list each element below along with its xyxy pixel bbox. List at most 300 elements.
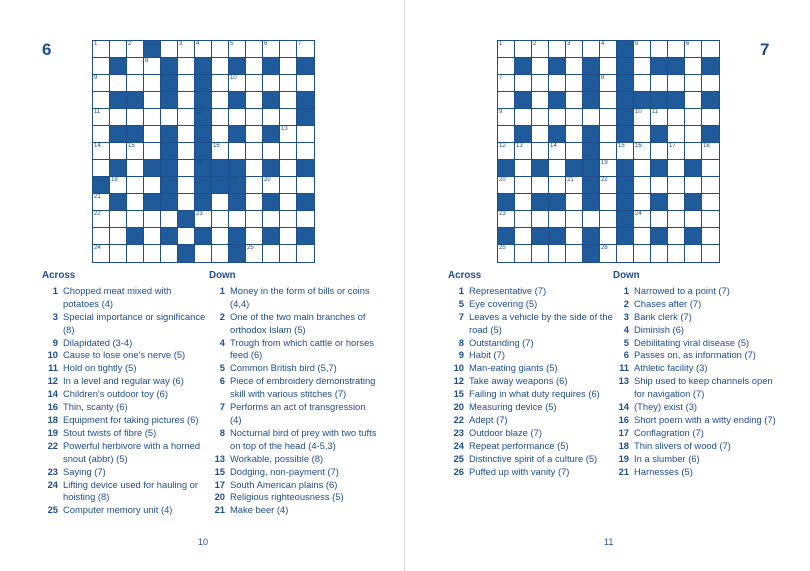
grid-cell[interactable] <box>515 211 532 228</box>
grid-cell[interactable] <box>280 194 297 211</box>
grid-cell[interactable] <box>634 143 651 160</box>
grid-cell[interactable] <box>280 177 297 194</box>
grid-cell[interactable] <box>600 126 617 143</box>
grid-cell[interactable] <box>195 211 212 228</box>
grid-cell[interactable] <box>161 41 178 58</box>
grid-cell[interactable] <box>110 228 127 245</box>
grid-cell[interactable] <box>515 41 532 58</box>
grid-cell[interactable] <box>566 75 583 92</box>
grid-cell[interactable] <box>127 75 144 92</box>
grid-cell[interactable] <box>634 58 651 75</box>
grid-cell[interactable] <box>212 143 229 160</box>
grid-cell[interactable] <box>634 126 651 143</box>
grid-cell[interactable] <box>498 41 515 58</box>
clue-number: 14 <box>550 143 557 149</box>
grid-cell[interactable] <box>685 58 702 75</box>
grid-cell[interactable] <box>532 245 549 262</box>
grid-cell[interactable] <box>280 160 297 177</box>
clue-item-text: Dilapidated (3-4) <box>63 336 133 348</box>
grid-cell[interactable] <box>600 228 617 245</box>
grid-cell[interactable] <box>93 126 110 143</box>
clue-number: 20 <box>264 177 271 183</box>
clue-number: 15 <box>618 143 625 149</box>
grid-cell[interactable] <box>668 211 685 228</box>
grid-cell[interactable] <box>212 194 229 211</box>
down-clues <box>209 270 377 517</box>
grid-cell[interactable] <box>127 245 144 262</box>
grid-cell[interactable] <box>702 245 719 262</box>
grid-cell[interactable] <box>212 228 229 245</box>
grid-cell[interactable] <box>668 160 685 177</box>
grid-cell[interactable] <box>651 211 668 228</box>
black-square <box>532 194 549 211</box>
grid-cell[interactable] <box>685 177 702 194</box>
grid-cell[interactable] <box>566 194 583 211</box>
black-square <box>297 109 314 126</box>
black-square <box>617 160 634 177</box>
grid-cell[interactable] <box>532 92 549 109</box>
clue-item-text: Habit (7) <box>469 349 505 361</box>
grid-cell[interactable] <box>93 160 110 177</box>
grid-cell[interactable] <box>600 92 617 109</box>
grid-cell[interactable] <box>229 109 246 126</box>
grid-cell[interactable] <box>668 126 685 143</box>
clue-number: 11 <box>94 109 101 115</box>
grid-cell[interactable] <box>685 75 702 92</box>
grid-cell[interactable] <box>263 245 280 262</box>
grid-cell[interactable] <box>702 194 719 211</box>
grid-cell[interactable] <box>566 92 583 109</box>
grid-cell[interactable] <box>178 109 195 126</box>
grid-cell[interactable] <box>566 58 583 75</box>
grid-cell[interactable] <box>634 109 651 126</box>
grid-cell[interactable] <box>246 58 263 75</box>
grid-cell[interactable] <box>280 126 297 143</box>
grid-cell[interactable] <box>498 245 515 262</box>
grid-cell[interactable] <box>229 41 246 58</box>
grid-cell[interactable] <box>280 143 297 160</box>
grid-cell[interactable] <box>702 75 719 92</box>
grid-cell[interactable] <box>280 41 297 58</box>
grid-cell[interactable] <box>93 211 110 228</box>
grid-cell[interactable] <box>651 41 668 58</box>
grid-cell[interactable] <box>246 126 263 143</box>
grid-cell[interactable] <box>144 109 161 126</box>
grid-cell[interactable] <box>651 177 668 194</box>
grid-cell[interactable] <box>634 194 651 211</box>
grid-cell[interactable] <box>144 75 161 92</box>
grid-cell[interactable] <box>549 160 566 177</box>
grid-cell[interactable] <box>651 109 668 126</box>
clue-number: 22 <box>601 177 608 183</box>
grid-cell[interactable] <box>515 75 532 92</box>
grid-cell[interactable] <box>600 160 617 177</box>
grid-cell[interactable] <box>212 126 229 143</box>
grid-cell[interactable] <box>280 92 297 109</box>
grid-cell[interactable] <box>246 228 263 245</box>
grid-cell[interactable] <box>229 143 246 160</box>
grid-cell[interactable] <box>246 177 263 194</box>
grid-cell[interactable] <box>498 126 515 143</box>
grid-cell[interactable] <box>246 41 263 58</box>
clue-item-number: 12 <box>453 375 464 387</box>
clue-number: 18 <box>703 143 710 149</box>
grid-cell[interactable] <box>651 245 668 262</box>
grid-cell[interactable] <box>280 228 297 245</box>
black-square <box>617 92 634 109</box>
clue-item-number: 25 <box>47 504 58 516</box>
grid-cell[interactable] <box>600 194 617 211</box>
grid-cell[interactable] <box>702 41 719 58</box>
grid-cell[interactable] <box>515 228 532 245</box>
black-square <box>161 160 178 177</box>
grid-cell[interactable] <box>600 245 617 262</box>
grid-cell[interactable] <box>651 143 668 160</box>
grid-cell[interactable] <box>110 41 127 58</box>
grid-cell[interactable] <box>263 109 280 126</box>
grid-cell[interactable] <box>583 109 600 126</box>
grid-cell[interactable] <box>246 211 263 228</box>
grid-cell[interactable] <box>110 245 127 262</box>
clue-number: 25 <box>247 245 254 251</box>
grid-cell[interactable] <box>297 75 314 92</box>
grid-cell[interactable] <box>297 41 314 58</box>
grid-cell[interactable] <box>532 177 549 194</box>
grid-cell[interactable] <box>263 143 280 160</box>
clue-item-number: 10 <box>47 349 58 361</box>
grid-cell[interactable] <box>263 41 280 58</box>
clue-item <box>42 479 207 505</box>
grid-cell[interactable] <box>127 109 144 126</box>
grid-cell[interactable] <box>498 109 515 126</box>
grid-cell[interactable] <box>297 143 314 160</box>
clue-item-number: 1 <box>623 284 629 296</box>
clue-item-text: Children's outdoor toy (6) <box>63 388 168 400</box>
grid-cell[interactable] <box>515 143 532 160</box>
grid-cell[interactable] <box>110 75 127 92</box>
grid-cell[interactable] <box>212 41 229 58</box>
grid-cell[interactable] <box>600 109 617 126</box>
grid-cell[interactable] <box>668 143 685 160</box>
grid-cell[interactable] <box>280 58 297 75</box>
grid-cell[interactable] <box>600 211 617 228</box>
clue-item-text: Bank clerk (7) <box>634 310 692 322</box>
grid-cell[interactable] <box>498 92 515 109</box>
grid-cell[interactable] <box>566 143 583 160</box>
grid-cell[interactable] <box>532 143 549 160</box>
black-square <box>583 177 600 194</box>
grid-cell[interactable] <box>161 109 178 126</box>
grid-cell[interactable] <box>246 143 263 160</box>
grid-cell[interactable] <box>685 245 702 262</box>
grid-cell[interactable] <box>532 211 549 228</box>
grid-cell[interactable] <box>246 75 263 92</box>
black-square <box>127 126 144 143</box>
grid-cell[interactable] <box>212 109 229 126</box>
grid-cell[interactable] <box>634 177 651 194</box>
grid-cell[interactable] <box>498 58 515 75</box>
grid-cell[interactable] <box>515 160 532 177</box>
grid-cell[interactable] <box>144 228 161 245</box>
grid-cell[interactable] <box>515 109 532 126</box>
grid-cell[interactable] <box>297 211 314 228</box>
grid-cell[interactable] <box>280 245 297 262</box>
clue-item-text: Money in the form of bills or coins (4,4) <box>230 284 370 309</box>
grid-cell[interactable] <box>549 245 566 262</box>
grid-cell[interactable] <box>685 143 702 160</box>
grid-cell[interactable] <box>93 228 110 245</box>
grid-cell[interactable] <box>127 58 144 75</box>
black-square <box>144 41 161 58</box>
grid-cell[interactable] <box>515 194 532 211</box>
grid-cell[interactable] <box>263 177 280 194</box>
clue-item-number: 21 <box>214 504 225 516</box>
grid-cell[interactable] <box>634 228 651 245</box>
clue-item-text: Ship used to keep channels open for navigation (7) <box>634 375 773 400</box>
grid-cell[interactable] <box>280 211 297 228</box>
grid-cell[interactable] <box>280 75 297 92</box>
grid-cell[interactable] <box>600 177 617 194</box>
grid-cell[interactable] <box>110 143 127 160</box>
grid-cell[interactable] <box>498 143 515 160</box>
grid-cell[interactable] <box>127 211 144 228</box>
grid-cell[interactable] <box>634 75 651 92</box>
grid-cell[interactable] <box>685 109 702 126</box>
right-page <box>405 0 810 571</box>
grid-cell[interactable] <box>178 160 195 177</box>
grid-cell[interactable] <box>246 109 263 126</box>
grid-cell[interactable] <box>600 41 617 58</box>
grid-cell[interactable] <box>532 126 549 143</box>
grid-cell[interactable] <box>702 143 719 160</box>
grid-cell[interactable] <box>161 211 178 228</box>
grid-cell[interactable] <box>110 177 127 194</box>
black-square <box>178 211 195 228</box>
grid-cell[interactable] <box>549 211 566 228</box>
grid-cell[interactable] <box>161 245 178 262</box>
clue-number: 7 <box>499 75 503 81</box>
grid-cell[interactable] <box>93 75 110 92</box>
clue-item <box>209 375 377 401</box>
grid-cell[interactable] <box>600 58 617 75</box>
grid-cell[interactable] <box>178 126 195 143</box>
grid-cell[interactable] <box>93 245 110 262</box>
grid-cell[interactable] <box>127 177 144 194</box>
grid-cell[interactable] <box>212 92 229 109</box>
grid-cell[interactable] <box>685 211 702 228</box>
clue-item <box>42 349 207 362</box>
grid-cell[interactable] <box>246 160 263 177</box>
grid-cell[interactable] <box>297 245 314 262</box>
grid-cell[interactable] <box>297 126 314 143</box>
clue-item-number: 24 <box>47 478 58 490</box>
grid-cell[interactable] <box>634 160 651 177</box>
grid-cell[interactable] <box>110 211 127 228</box>
grid-cell[interactable] <box>566 109 583 126</box>
grid-cell[interactable] <box>566 245 583 262</box>
grid-cell[interactable] <box>566 41 583 58</box>
clue-item-text: Special importance or significance (8) <box>63 310 206 335</box>
black-square <box>110 160 127 177</box>
black-square <box>617 211 634 228</box>
grid-cell[interactable] <box>93 41 110 58</box>
black-square <box>702 92 719 109</box>
grid-cell[interactable] <box>178 75 195 92</box>
grid-cell[interactable] <box>93 92 110 109</box>
clue-number: 25 <box>499 245 506 251</box>
grid-cell[interactable] <box>566 126 583 143</box>
black-square <box>617 126 634 143</box>
grid-cell[interactable] <box>532 41 549 58</box>
grid-cell[interactable] <box>668 109 685 126</box>
grid-cell[interactable] <box>178 194 195 211</box>
grid-cell[interactable] <box>110 109 127 126</box>
grid-cell[interactable] <box>93 143 110 160</box>
grid-cell[interactable] <box>212 58 229 75</box>
clue-item-text: Hold on tightly (5) <box>63 362 137 374</box>
clue-number: 17 <box>196 160 203 166</box>
grid-cell[interactable] <box>178 228 195 245</box>
clue-item <box>42 466 207 479</box>
grid-cell[interactable] <box>634 41 651 58</box>
clue-item-number: 17 <box>618 426 629 438</box>
black-square <box>127 92 144 109</box>
grid-cell[interactable] <box>178 143 195 160</box>
grid-cell[interactable] <box>127 41 144 58</box>
grid-cell[interactable] <box>195 245 212 262</box>
grid-cell[interactable] <box>246 92 263 109</box>
black-square <box>498 228 515 245</box>
grid-cell[interactable] <box>93 109 110 126</box>
grid-cell[interactable] <box>498 211 515 228</box>
grid-cell[interactable] <box>93 194 110 211</box>
clue-number: 26 <box>601 245 608 251</box>
grid-cell[interactable] <box>566 211 583 228</box>
grid-cell[interactable] <box>144 177 161 194</box>
grid-cell[interactable] <box>195 41 212 58</box>
grid-cell[interactable] <box>685 41 702 58</box>
black-square <box>110 126 127 143</box>
grid-cell[interactable] <box>229 211 246 228</box>
grid-cell[interactable] <box>498 75 515 92</box>
grid-cell[interactable] <box>532 109 549 126</box>
grid-cell[interactable] <box>702 211 719 228</box>
grid-cell[interactable] <box>178 41 195 58</box>
grid-cell[interactable] <box>685 92 702 109</box>
clue-number: 20 <box>499 177 506 183</box>
grid-cell[interactable] <box>212 75 229 92</box>
black-square <box>549 126 566 143</box>
grid-cell[interactable] <box>144 126 161 143</box>
grid-cell[interactable] <box>212 245 229 262</box>
grid-cell[interactable] <box>549 177 566 194</box>
grid-cell[interactable] <box>702 177 719 194</box>
grid-cell[interactable] <box>144 211 161 228</box>
down-heading: Down <box>613 270 640 281</box>
grid-cell[interactable] <box>583 211 600 228</box>
black-square <box>229 92 246 109</box>
grid-cell[interactable] <box>144 143 161 160</box>
grid-cell[interactable] <box>668 245 685 262</box>
clue-item <box>613 311 785 324</box>
grid-cell[interactable] <box>178 58 195 75</box>
grid-cell[interactable] <box>702 160 719 177</box>
black-square <box>195 228 212 245</box>
grid-cell[interactable] <box>617 245 634 262</box>
grid-cell[interactable] <box>549 143 566 160</box>
grid-cell[interactable] <box>668 75 685 92</box>
clue-item-text: Short poem with a witty ending (7) <box>634 413 776 425</box>
grid-cell[interactable] <box>263 211 280 228</box>
grid-cell[interactable] <box>532 58 549 75</box>
grid-cell[interactable] <box>532 75 549 92</box>
grid-cell[interactable] <box>702 228 719 245</box>
grid-cell[interactable] <box>668 194 685 211</box>
grid-cell[interactable] <box>144 245 161 262</box>
grid-cell[interactable] <box>702 109 719 126</box>
grid-cell[interactable] <box>246 194 263 211</box>
black-square <box>651 126 668 143</box>
grid-cell[interactable] <box>127 143 144 160</box>
grid-cell[interactable] <box>212 211 229 228</box>
grid-cell[interactable] <box>617 143 634 160</box>
grid-cell[interactable] <box>280 109 297 126</box>
grid-cell[interactable] <box>566 228 583 245</box>
grid-cell[interactable] <box>229 75 246 92</box>
grid-cell[interactable] <box>549 41 566 58</box>
grid-cell[interactable] <box>549 75 566 92</box>
grid-cell[interactable] <box>297 177 314 194</box>
grid-cell[interactable] <box>515 177 532 194</box>
grid-cell[interactable] <box>634 211 651 228</box>
grid-cell[interactable] <box>651 75 668 92</box>
grid-cell[interactable] <box>668 177 685 194</box>
clue-item <box>448 298 613 311</box>
grid-cell[interactable] <box>600 75 617 92</box>
grid-cell[interactable] <box>668 41 685 58</box>
clue-item-text: Debilitating viral disease (5) <box>634 336 750 348</box>
grid-cell[interactable] <box>127 160 144 177</box>
grid-cell[interactable] <box>263 75 280 92</box>
grid-cell[interactable] <box>178 177 195 194</box>
grid-cell[interactable] <box>144 92 161 109</box>
black-square <box>617 177 634 194</box>
grid-cell[interactable] <box>549 109 566 126</box>
black-square <box>178 245 195 262</box>
clue-item <box>613 337 785 350</box>
clue-number: 12 <box>499 143 506 149</box>
grid-cell[interactable] <box>668 228 685 245</box>
grid-cell[interactable] <box>566 177 583 194</box>
clue-item-number: 3 <box>52 310 58 322</box>
crossword-grid <box>92 40 315 263</box>
grid-cell[interactable] <box>127 194 144 211</box>
grid-cell[interactable] <box>583 41 600 58</box>
clue-item-number: 14 <box>47 388 58 400</box>
clue-item-number: 3 <box>623 310 629 322</box>
grid-cell[interactable] <box>600 143 617 160</box>
grid-cell[interactable] <box>498 177 515 194</box>
grid-cell[interactable] <box>634 245 651 262</box>
grid-cell[interactable] <box>144 58 161 75</box>
grid-cell[interactable] <box>93 58 110 75</box>
grid-cell[interactable] <box>246 245 263 262</box>
clue-item-text: Thin slivers of wood (7) <box>634 439 731 451</box>
clue-item-text: Piece of embroidery demonstrating skill with various stitches (7) <box>230 375 376 400</box>
grid-cell[interactable] <box>178 92 195 109</box>
grid-cell[interactable] <box>515 245 532 262</box>
grid-cell[interactable] <box>685 126 702 143</box>
